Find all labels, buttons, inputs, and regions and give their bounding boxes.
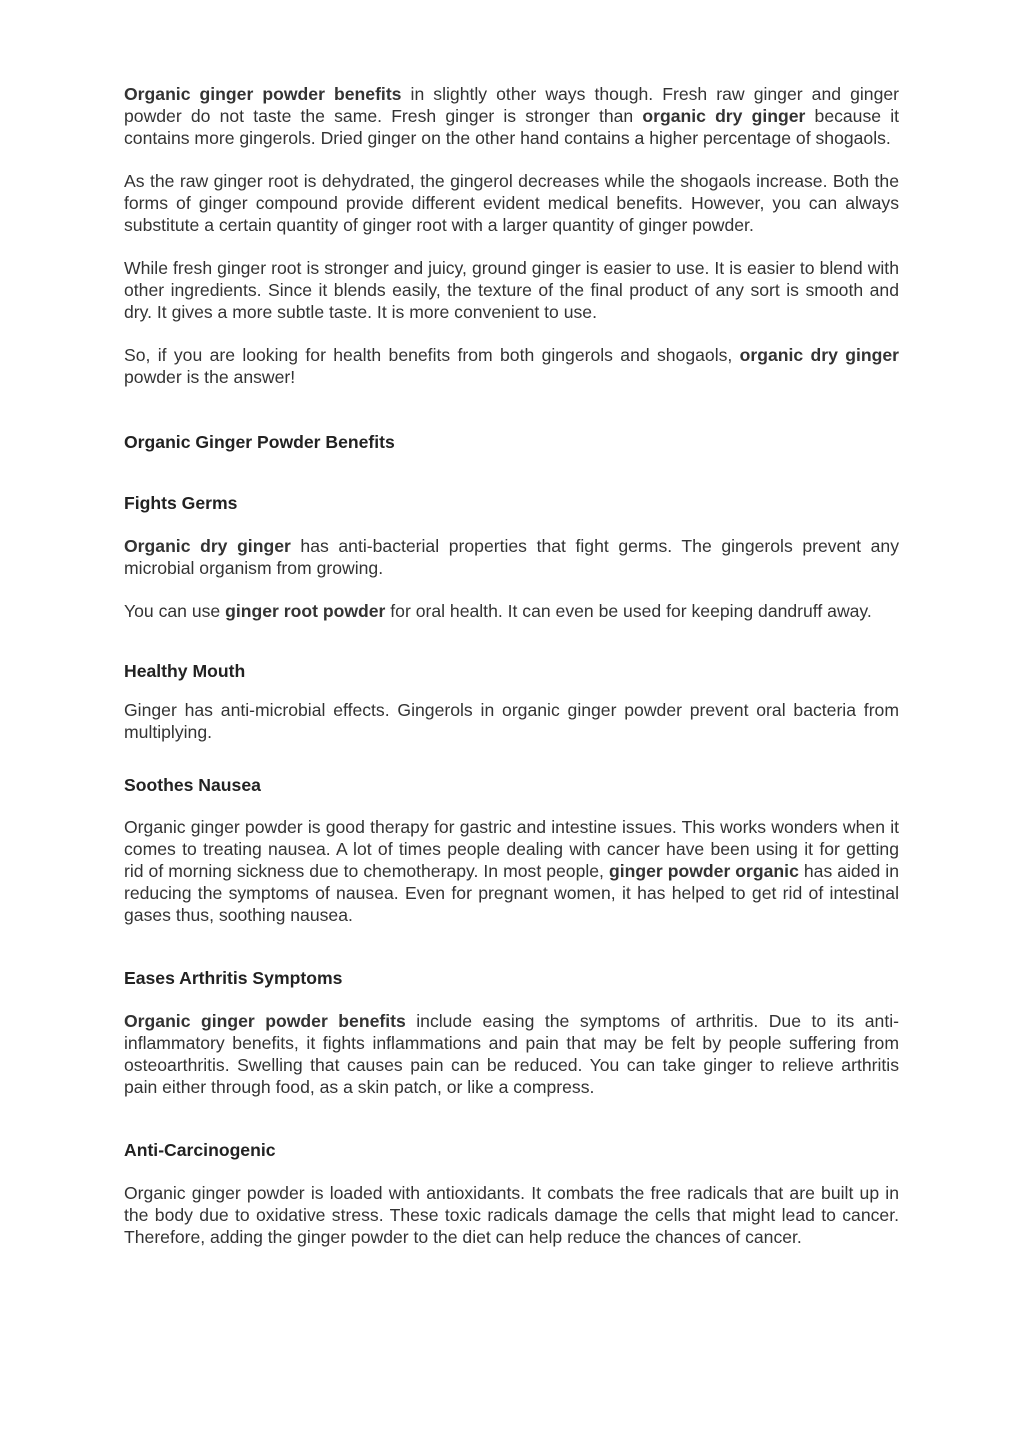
bold-phrase: Organic ginger powder benefits [124,1011,406,1031]
anti-carcinogenic-paragraph: Organic ginger powder is loaded with antioxidants. It combats the free radicals that are built up in the body due to oxidative stress. These toxic radicals damage the cells that might lead to cancer. Therefore, adding the ginger powder to the diet can help reduce the chances of cancer. [124,1183,899,1247]
heading-soothes-nausea: Soothes Nausea [124,775,261,795]
bold-phrase: Organic ginger powder benefits [124,84,402,104]
bold-phrase: ginger powder organic [608,861,799,881]
text-run: powder is the answer! [124,367,296,387]
text-run: You can use [124,601,226,621]
bold-phrase: organic dry ginger [739,345,899,365]
text-run: in slightly other ways though. Fresh raw ginger and ginger powder do not taste the same. Fresh ginger is stronger than [124,84,899,126]
intro-paragraph-2: As the raw ginger root is dehydrated, the gingerol decreases while the shogaols increase. Both the forms of ginger compound provide different evident medical benefits. However, you can always substitute a certain quantity of ginger root with a larger quantity of ginger powder. [124,171,899,235]
bold-phrase: Organic dry ginger [124,536,291,556]
heading-healthy-mouth: Healthy Mouth [124,661,246,681]
heading-eases-arthritis: Eases Arthritis Symptoms [124,968,343,988]
section-title: Organic Ginger Powder Benefits [124,432,395,452]
document-page [124,83,899,1248]
text-run: has anti-bacterial properties that fight germs. The gingerols prevent any microbial organism from growing. [124,536,899,578]
heading-anti-carcinogenic: Anti-Carcinogenic [124,1140,276,1160]
bold-phrase: organic dry ginger [642,106,806,126]
text-run: Organic ginger powder is good therapy for gastric and intestine issues. This works wonders when it comes to treating nausea. A lot of times people dealing with cancer have been using it for getting rid of morning sickness due to chemotherapy. In most people, [124,817,899,881]
bold-phrase: ginger root powder [225,601,386,621]
intro-paragraph-1 [124,83,899,149]
nausea-paragraph [124,816,899,926]
text-run: So, if you are looking for health benefits from both gingerols and shogaols, [124,345,740,365]
arthritis-paragraph [124,1010,899,1098]
fights-germs-paragraph-2 [124,600,899,622]
heading-fights-germs: Fights Germs [124,493,238,513]
text-run: because it contains more gingerols. Dried ginger on the other hand contains a higher percentage of shogaols. [124,106,900,148]
text-run: for oral health. It can even be used for keeping dandruff away. [385,601,872,621]
text-run: include easing the symptoms of arthritis. Due to its anti-inflammatory benefits, it fights inflammations and pain that may be felt by people suffering from osteoarthritis. Swelling that causes pain can be reduced. You can take ginger to relieve arthritis pain either through food, as a skin patch, or like a compress. [124,1011,899,1097]
intro-paragraph-4 [124,344,899,388]
text-run: has aided in reducing the symptoms of nausea. Even for pregnant women, it has helped to get rid of intestinal gases thus, soothing nausea. [124,861,899,925]
intro-paragraph-3: While fresh ginger root is stronger and juicy, ground ginger is easier to use. It is easier to blend with other ingredients. Since it blends easily, the texture of the final product of any sort is smooth and dry. It gives a more subtle taste. It is more convenient to use. [124,258,899,322]
healthy-mouth-paragraph: Ginger has anti-microbial effects. Gingerols in organic ginger powder prevent oral bacteria from multiplying. [124,700,899,742]
fights-germs-paragraph-1 [124,535,899,579]
